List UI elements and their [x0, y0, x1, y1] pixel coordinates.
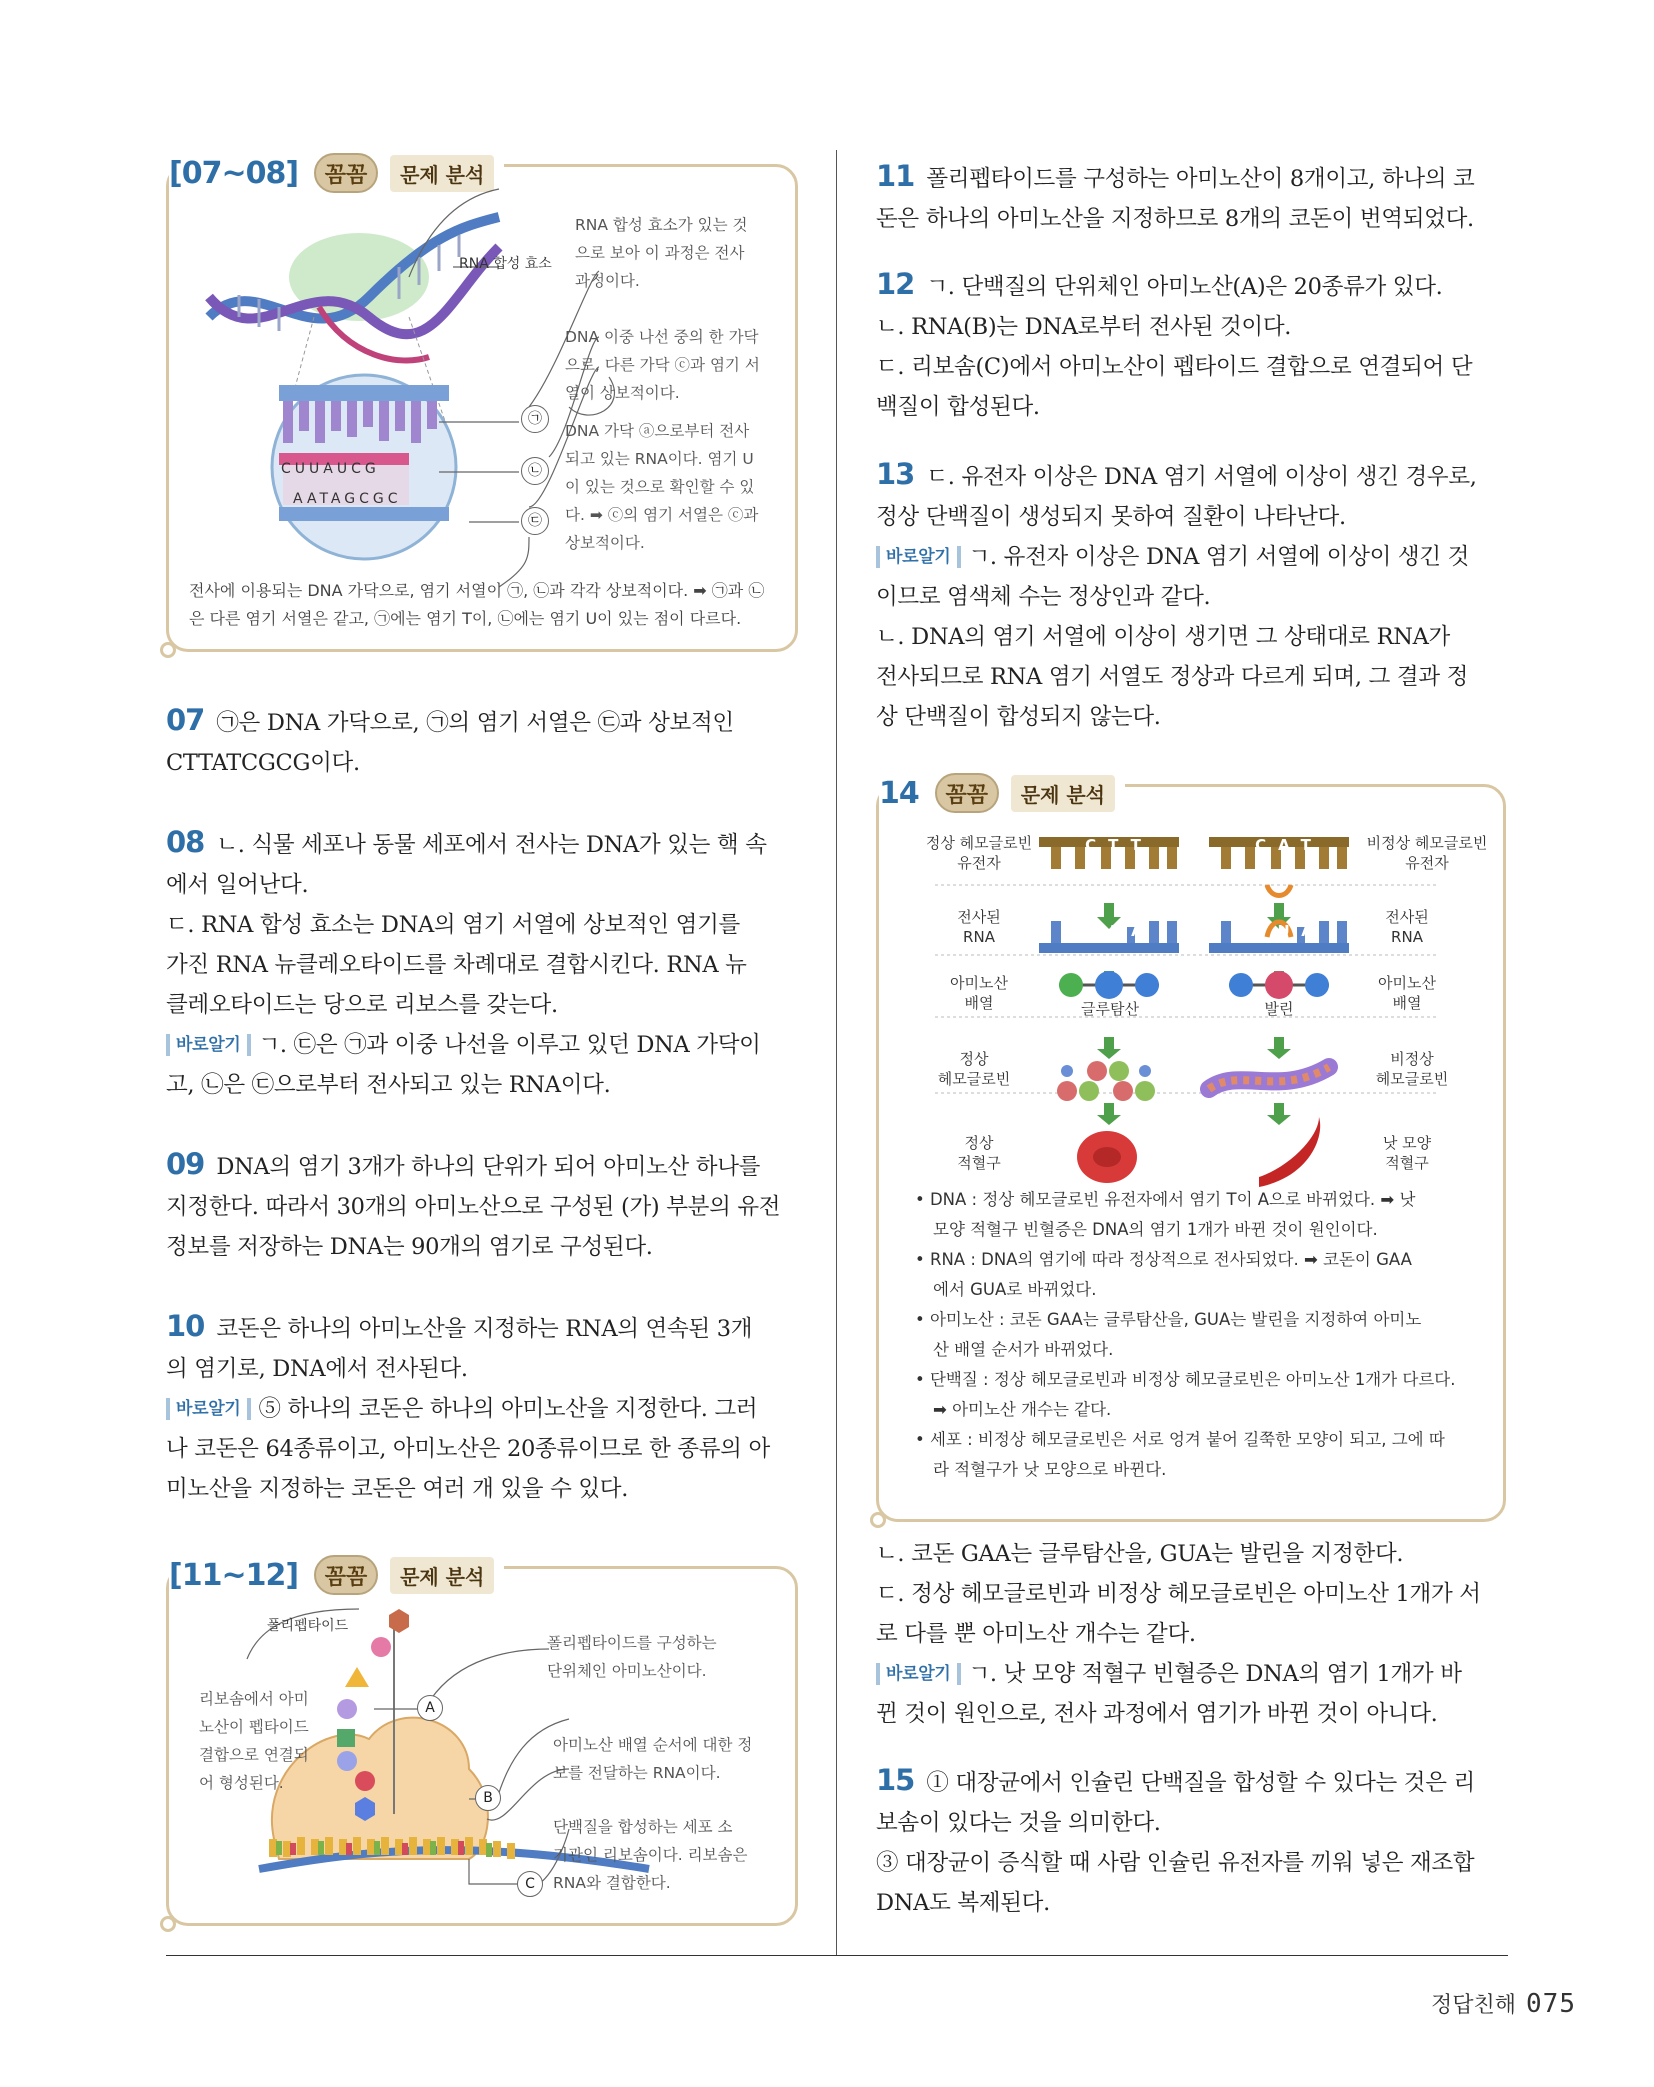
- correction-tag: 바로알기: [166, 1034, 251, 1056]
- answer-number: 13: [876, 457, 915, 491]
- answer-number: 10: [166, 1309, 205, 1343]
- column-divider: [836, 150, 837, 1955]
- bullet-protein: • 단백질 : 정상 헤모글로빈과 비정상 헤모글로빈은 아미노산 1개가 다르다.: [915, 1370, 1456, 1389]
- bullet-cell: • 세포 : 비정상 헤모글로빈은 서로 엉겨 붙어 길쭉한 모양이 되고, 그에 따: [915, 1430, 1445, 1449]
- footer-label: 정답친해: [1431, 1993, 1517, 2018]
- bullet-rna: • RNA : DNA의 염기에 따라 정상적으로 전사되었다. ➡ 코돈이 GAA: [915, 1250, 1412, 1269]
- annotation-amino-acid: 폴리펩타이드를 구성하는 단위체인 아미노산이다.: [547, 1634, 717, 1680]
- label-abnormal-hemoglobin: 비정상 헤모글로빈: [1375, 1050, 1449, 1088]
- label-transcribed-rna-right: 전사된 RNA: [1385, 908, 1429, 946]
- bottom-rule: [166, 1955, 1508, 1956]
- box-corner-dot: [160, 642, 176, 658]
- correction-tag: 바로알기: [876, 1663, 961, 1685]
- dna-sequence: AATAGCGC: [293, 491, 402, 507]
- abnormal-dna-bases: CAT: [1255, 836, 1323, 854]
- marker-b: ㉡: [521, 457, 549, 485]
- answer-number: 07: [166, 703, 205, 737]
- marker-a: ㉠: [521, 405, 549, 433]
- box-corner-dot: [870, 1512, 886, 1528]
- answer-13: 13 ㄷ. 유전자 이상은 DNA 염기 서열에 이상이 생긴 경우로, 정상 단백질이 생성되지 못하여 질환이 나타난다. 바로알기 ㄱ. 유전자 이상은 DNA 염기 서열에 이상이 생긴 것 이므로 염색체 수는 정상인과 같다. ㄴ. DNA의 염기 서열에 이상이 생기면 그 상태대로 RNA가 전사되므로 RNA 염기 서열도 정상과 다르게 되며, 그 결과 정 상 단백질이 합성되지 않는다.: [876, 457, 1477, 730]
- page-footer: [1431, 1988, 1576, 2019]
- label-glutamate: 글루탐산: [1081, 1000, 1139, 1018]
- answer-12: 12 ㄱ. 단백질의 단위체인 아미노산(A)은 20종류가 있다. ㄴ. RNA(B)는 DNA로부터 전사된 것이다. ㄷ. 리보솜(C)에서 아미노산이 펩타이드 결합으로 연결되어 단 백질이 합성된다.: [876, 267, 1473, 420]
- analysis-title: 문제 분석: [1011, 775, 1115, 812]
- box-14-bullets: • DNA : 정상 헤모글로빈 유전자에서 염기 T이 A으로 바뀌었다. ➡ 낫 모양 적혈구 빈혈증은 DNA의 염기 1개가 바뀐 것이 원인이다. • RNA : DNA의 염기에 따라 정상적으로 전사되었다. ➡ 코돈이 GAA 에서 GUA로 바뀌었다. • 아미노산 : 코돈 GAA는 글루탐산을, GUA는 발린을 지정하여 아미노 산 배열 순서가 바뀌었다. • 단백질 : 정상 헤모글로빈과 비정상 헤모글로빈은 아미노산 1개가 다르다. ➡ 아미노산 개수는 같다. • 세포 : 비정상 헤모글로빈은 서로 엉겨 붙어 길쭉한 모양이 되고, 그에 따 라 적혈구가 낫 모양으로 바뀐다.: [915, 1185, 1505, 1485]
- page-number: 075: [1526, 1989, 1576, 2019]
- answer-15: 15 ① 대장균에서 인슐린 단백질을 합성할 수 있다는 것은 리 보솜이 있다는 것을 의미한다. ③ 대장균이 증식할 때 사람 인슐린 유전자를 끼워 넣은 재조합 DNA도 복제된다.: [876, 1763, 1475, 1916]
- answer-number: 15: [876, 1763, 915, 1797]
- normal-rna-bases: GAA: [1083, 922, 1155, 940]
- kkomkkom-badge: 꼼꼼: [314, 1555, 378, 1595]
- box-header: [879, 773, 1125, 813]
- answer-10: 10 코돈은 하나의 아미노산을 지정하는 RNA의 연속된 3개 의 염기로, DNA에서 전사된다. 바로알기 ⑤ 하나의 코돈은 하나의 아미노산을 지정한다. 그러 나 코돈은 64종류이고, 아미노산은 20종류이므로 한 종류의 아 미노산을 지정하는 코돈은 여러 개 있을 수 있다.: [166, 1309, 770, 1502]
- marker-C: C: [517, 1871, 543, 1897]
- polypeptide-label: 폴리펩타이드: [267, 1618, 349, 1634]
- answer-number: 11: [876, 159, 915, 193]
- annotation-mrna: 아미노산 배열 순서에 대한 정 보를 전달하는 RNA이다.: [553, 1736, 753, 1782]
- label-normal-gene: 정상 헤모글로빈 유전자: [925, 834, 1033, 872]
- marker-B: B: [475, 1785, 501, 1811]
- annotation-transcription: RNA 합성 효소가 있는 것 으로 보아 이 과정은 전사 과정이다.: [575, 216, 748, 290]
- label-transcribed-rna-left: 전사된 RNA: [957, 908, 1001, 946]
- marker-A: A: [417, 1695, 443, 1721]
- answer-08: 08 ㄴ. 식물 세포나 동물 세포에서 전사는 DNA가 있는 핵 속 에서 일어난다. ㄷ. RNA 합성 효소는 DNA의 염기 서열에 상보적인 염기를 가진 RNA 뉴클레오타이드를 차례대로 결합시킨다. RNA 뉴 클레오타이드는 당으로 리보스를 갖는다. 바로알기 ㄱ. ㉢은 ㉠과 이중 나선을 이루고 있던 DNA 가닥이 고, ㉡은 ㉢으로부터 전사되고 있는 RNA이다.: [166, 825, 767, 1098]
- normal-dna-bases: CTT: [1085, 836, 1153, 854]
- analysis-box-14: [876, 775, 1506, 1522]
- analysis-title: 문제 분석: [390, 1557, 494, 1594]
- diagram-caption: 전사에 이용되는 DNA 가닥으로, 염기 서열이 ㉠, ㉡과 각각 상보적이다. ➡ ㉠과 ㉡ 은 다른 염기 서열은 같고, ㉠에는 염기 T이, ㉡에는 염기 U이 있는 점이 다르다.: [189, 581, 765, 628]
- answer-number: 08: [166, 825, 205, 859]
- label-sickle-rbc: 낫 모양 적혈구: [1382, 1134, 1432, 1172]
- annotation-rna: DNA 가닥 ⓐ으로부터 전사 되고 있는 RNA이다. 염기 U 이 있는 것으로 확인할 수 있 다. ➡ ⓒ의 염기 서열은 ⓒ과 상보적이다.: [565, 422, 759, 552]
- annotation-ribosome: 단백질을 합성하는 세포 소 기관인 리보솜이다. 리보솜은 RNA와 결합한다.: [553, 1818, 748, 1892]
- bullet-dna: • DNA : 정상 헤모글로빈 유전자에서 염기 T이 A으로 바뀌었다. ➡ 낫: [915, 1190, 1416, 1209]
- question-range: [11~12]: [169, 1557, 299, 1593]
- label-valine: 발린: [1264, 1000, 1294, 1018]
- label-amino-seq-right: 아미노산 배열: [1378, 974, 1436, 1012]
- annotation-dna-strand: DNA 이중 나선 중의 한 가닥 으로, 다른 가닥 ⓒ과 염기 서 열이 상보적이다.: [565, 328, 760, 402]
- question-range: [07~08]: [169, 155, 299, 191]
- bullet-amino-acid: • 아미노산 : 코돈 GAA는 글루탐산을, GUA는 발린을 지정하여 아미노: [915, 1310, 1422, 1329]
- answer-number: 12: [876, 267, 915, 301]
- abnormal-rna-bases: GUA: [1253, 922, 1325, 940]
- rna-polymerase-label: RNA 합성 효소: [459, 256, 552, 272]
- correction-tag: 바로알기: [166, 1398, 251, 1420]
- correction-tag: 바로알기: [876, 546, 961, 568]
- annotation-ribosome-formation: 리보솜에서 아미 노산이 펩타이드 결합으로 연결되 어 형성된다.: [199, 1690, 309, 1792]
- kkomkkom-badge: 꼼꼼: [935, 773, 999, 813]
- box-corner-dot: [160, 1916, 176, 1932]
- marker-c: ㉢: [521, 507, 549, 535]
- analysis-title: 문제 분석: [390, 155, 494, 192]
- label-normal-hemoglobin: 정상 헤모글로빈: [937, 1050, 1011, 1088]
- rna-sequence: CUUAUCG: [281, 461, 380, 477]
- answer-09: 09 DNA의 염기 3개가 하나의 단위가 되어 아미노산 하나를 지정한다. 따라서 30개의 아미노산으로 구성된 (가) 부분의 유전 정보를 저장하는 DNA는 90개의 염기로 구성된다.: [166, 1147, 781, 1260]
- label-normal-rbc: 정상 적혈구: [957, 1134, 1001, 1172]
- kkomkkom-badge: 꼼꼼: [314, 153, 378, 193]
- label-amino-seq-left: 아미노산 배열: [950, 974, 1008, 1012]
- answer-number: 09: [166, 1147, 205, 1181]
- analysis-box-11-12: [166, 1557, 798, 1926]
- answer-11: 11 폴리펩타이드를 구성하는 아미노산이 8개이고, 하나의 코 돈은 하나의 아미노산을 지정하므로 8개의 코돈이 번역되었다.: [876, 159, 1475, 232]
- answer-07: 07 ㉠은 DNA 가닥으로, ㉠의 염기 서열은 ㉢과 상보적인 CTTATCGCG이다.: [166, 703, 734, 776]
- question-number: 14: [879, 775, 919, 811]
- analysis-box-07-08: [166, 155, 798, 652]
- answer-14: ㄴ. 코돈 GAA는 글루탐산을, GUA는 발린을 지정한다. ㄷ. 정상 헤모글로빈과 비정상 헤모글로빈은 아미노산 1개가 서 로 다를 뿐 아미노산 개수는 같다. 바로알기 ㄱ. 낫 모양 적혈구 빈혈증은 DNA의 염기 1개가 바 뀐 것이 원인으로, 전사 과정에서 염기가 바뀐 것이 아니다.: [876, 1541, 1481, 1727]
- label-abnormal-gene: 비정상 헤모글로빈 유전자: [1366, 834, 1488, 872]
